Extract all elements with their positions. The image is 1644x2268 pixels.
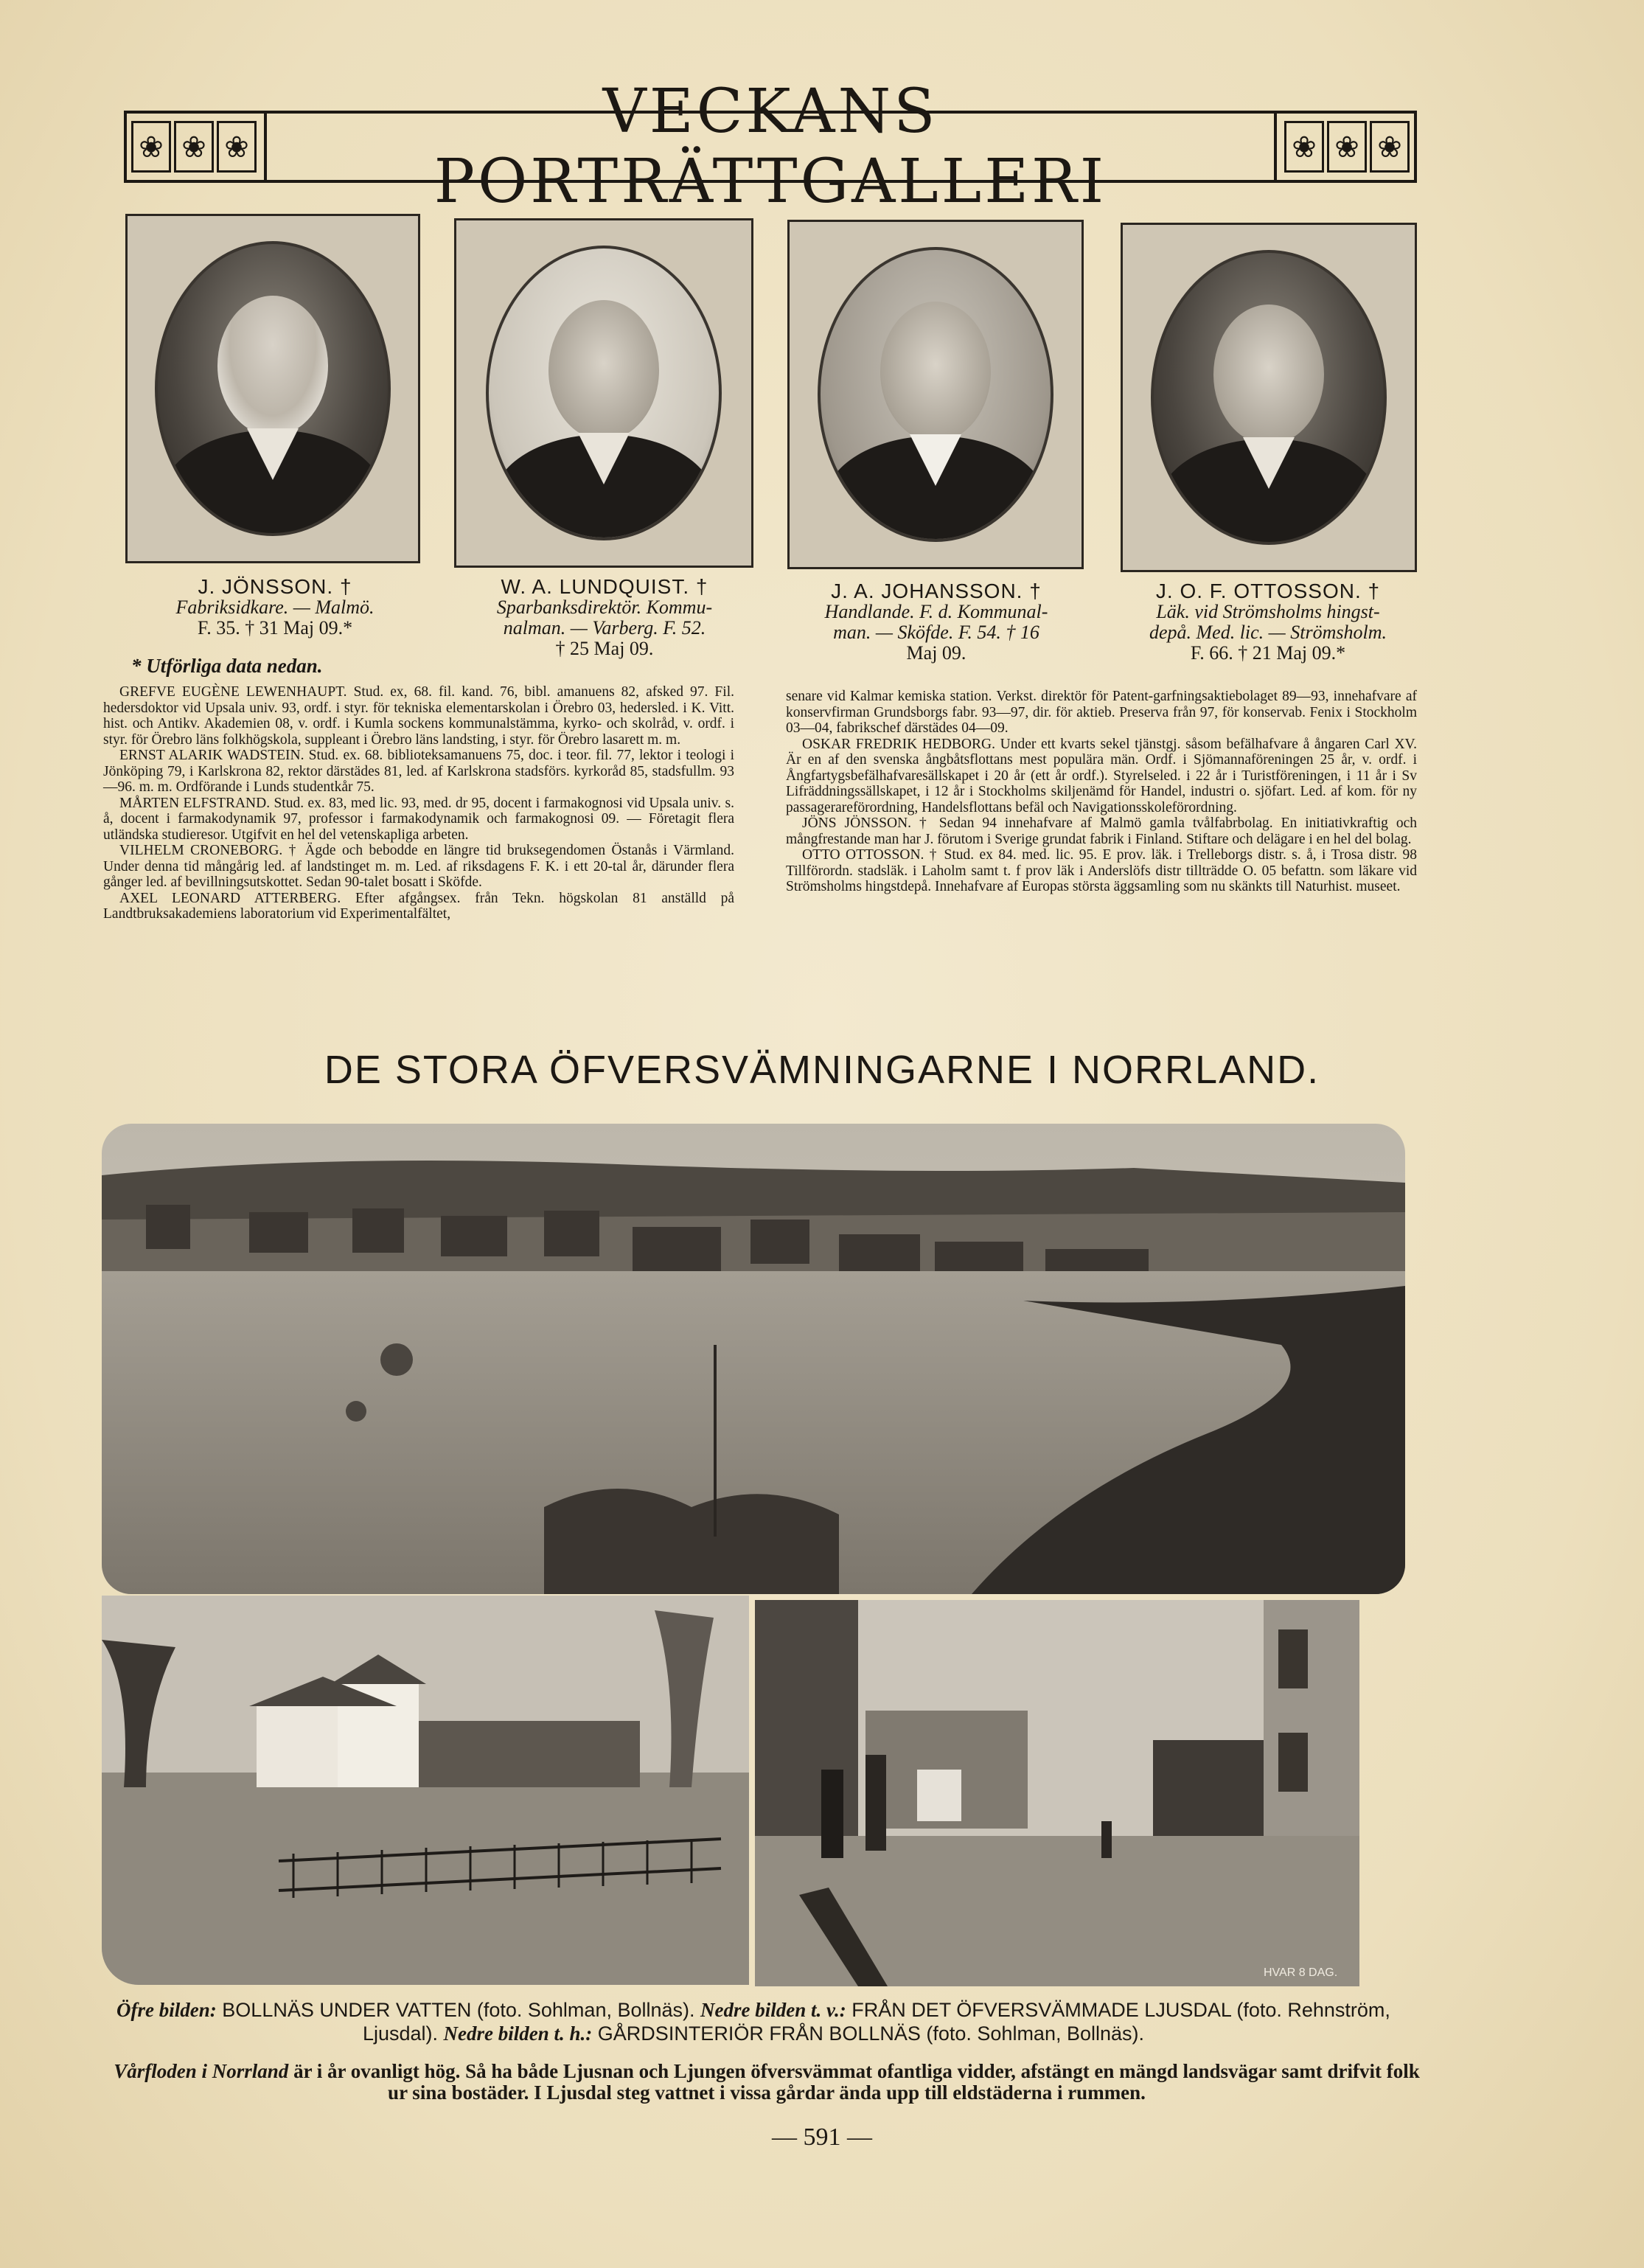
portrait-photo	[125, 214, 420, 563]
article-text: Vårfloden i Norrland är i år ovanligt hög. Så ha både Ljusnan och Ljungen öfversvämmat ofantliga vidder, afstängt en mängd landsvägar samt drifvit folk ur sina bostäder. I Ljusdal steg vattnet i vissa gårdar ända upp till eldstäderna i rummen.	[114, 2060, 1420, 2104]
flower-ornament-icon: ❀	[131, 121, 171, 173]
biography-paragraph: ERNST ALARIK WADSTEIN. Stud. ex. 68. biblioteksamanuens 75, doc. i teor. fil. 77, lektor i teologi i Jönköping 79, i Karlskrona 82, rektor därstädes 81, led. af Karlskrona stadsförs. kyrkoråd 85, stadsfullm. 93—96. m. m. Ordförande i Lunds studentkår 75.	[103, 748, 734, 795]
flower-ornament-icon: ❀	[1370, 121, 1410, 173]
biography-paragraph: OSKAR FREDRIK HEDBORG. Under ett kvarts sekel tjänstgj. såsom befälhafvare å ångaren Carl XV. Är en af den svenska ångbåtsflottans mest populära män. Ordf. i Sjömannaföreningen 25 år, v. ordf. i Ångfartygsbefälhafvaresällskapet i 20 år (ett år ordf.). Styrelseled. i 22 år i Turistföreningen, i 11 år i Sv Lifräddningssällskapet, i 12 år i Stockholms skiljenämd för Handel, industri o. sjöfart. Led. af kom. för ny passagerareförordning, Handelsflottans befäl och Navigationsskoleförordning.	[786, 736, 1417, 815]
flower-ornament-icon: ❀	[1284, 121, 1324, 173]
biography-paragraph: VILHELM CRONEBORG. † Ägde och bebodde en längre tid bruksegendomen Östanås i Värmland. Under denna tid mångårig led. af landstinget m. m. Led. af riksdagens F. K. i ett 20-tal år, därunder flera gånger led. af bevillningsutskottet. Sedan 90-talet bosatt i Sköfde.	[103, 843, 734, 890]
portrait-caption: J. JÖNSSON. † Fabriksidkare. — Malmö. F. 35. † 31 Maj 09.*	[175, 575, 375, 639]
flood-photo-yard	[755, 1600, 1359, 1986]
flower-ornament-icon: ❀	[174, 121, 214, 173]
biography-paragraph: MÅRTEN ELFSTRAND. Stud. ex. 83, med lic. 93, med. dr 95, docent i farmakognosi vid Upsala univ. s. å, docent i farmakodynamik 97, professor i farmakodynamik och farmakognosi 09. — Företagit flera utländska studieresor. Utgifvit en hel del vetenskapliga arbeten.	[103, 795, 734, 843]
page-number: — 591 —	[772, 2123, 872, 2151]
portrait-photo	[454, 218, 753, 568]
biography-paragraph: senare vid Kalmar kemiska station. Verkst. direktör för Patent-garfningsaktiebolaget 89—93, innehafvare af konservfirman Grundsborgs fabr. 93—97, dir. för aktieb. Preserva från 97, för konservab. Fenix i Stockholm 03—04, fabrikschef därstädes 04—09.	[786, 689, 1417, 736]
footnote: * Utförliga data nedan.	[131, 655, 323, 677]
biography-paragraph: GREFVE EUGÈNE LEWENHAUPT. Stud. ex, 68. fil. kand. 76, bibl. amanuens 82, afsked 97. Fil. hedersdoktor vid Upsala univ. 93, ordf. i styr. för tekniska elementarskolan i Örebro 03, hedersled. i K. Vitt. hist. och Antikv. Akademien 08, v. ordf. i Kumla sockens kommunalstämma, kyrko- och skolråd, v. ordf. i styr. för Örebro läns folkhögskola, suppleant i Örebro läns landsting, i styr. för Örebro lasarett m. m.	[103, 684, 734, 748]
biography-column-right	[786, 689, 1417, 895]
portrait-photo	[1121, 223, 1417, 572]
left-ornaments	[131, 121, 257, 173]
biography-paragraph: OTTO OTTOSSON. † Stud. ex 84. med. lic. 95. E prov. läk. i Trelleborgs distr. s. å, i Trosa distr. 98 Tillförordn. stadsläk. i Laholm samt t. f prov läk i Anderslöfs distr tillträdde O. 05 befattn. som läkare vid Strömsholms hingstdepå. Innehafvare af Europas största äggsamling som nu skänkts till Naturhist. museet.	[786, 847, 1417, 894]
header-banner	[124, 77, 1417, 217]
photo-credit: HVAR 8 DAG.	[1264, 1966, 1338, 1979]
portrait-caption: W. A. LUNDQUIST. † Sparbanksdirektör. Kommu- nalman. — Varberg. F. 52. † 25 Maj 09.	[496, 575, 713, 659]
portrait-caption: J. A. JOHANSSON. † Handlande. F. d. Kommunal- man. — Sköfde. F. 54. † 16 Maj 09.	[824, 580, 1048, 664]
flower-ornament-icon: ❀	[1327, 121, 1367, 173]
flower-ornament-icon: ❀	[217, 121, 257, 173]
photo-caption: Öfre bilden: BOLLNÄS UNDER VATTEN (foto. Sohlman, Bollnäs). Nedre bilden t. v.: FRÅN DET ÖFVERSVÄMMADE LJUSDAL (foto. Rehnström, Ljusdal). Nedre bilden t. h.: GÅRDSINTERIÖR FRÅN BOLLNÄS (foto. Sohlman, Bollnäs).	[116, 1999, 1390, 2045]
biography-paragraph: JÖNS JÖNSSON. † Sedan 94 innehafvare af Malmö gamla tvålfabrbolag. En initiativkraftig och mångfrestande man har J. förutom i Sverige grundat fabrik i Finland. Stiftare och delägare i en hel del bolag.	[786, 815, 1417, 847]
right-ornaments	[1284, 121, 1410, 173]
portrait-photo	[787, 220, 1084, 569]
portrait-caption: J. O. F. OTTOSSON. † Läk. vid Strömsholms hingst- depå. Med. lic. — Strömsholm. F. 66. † 21 Maj 09.*	[1149, 580, 1387, 664]
flood-photo-ljusdal	[102, 1596, 749, 1985]
biography-column-left	[103, 684, 734, 922]
page-title: VECKANS PORTRÄTTGALLERI	[264, 114, 1277, 180]
flood-photo-bollnas	[102, 1124, 1405, 1594]
biography-paragraph: AXEL LEONARD ATTERBERG. Efter afgångsex. från Tekn. högskolan 81 anställd på Landtbruksakademiens laboratorium vid Experimentalfältet,	[103, 890, 734, 922]
section-title: DE STORA ÖFVERSVÄMNINGARNE I NORRLAND.	[324, 1048, 1320, 1092]
